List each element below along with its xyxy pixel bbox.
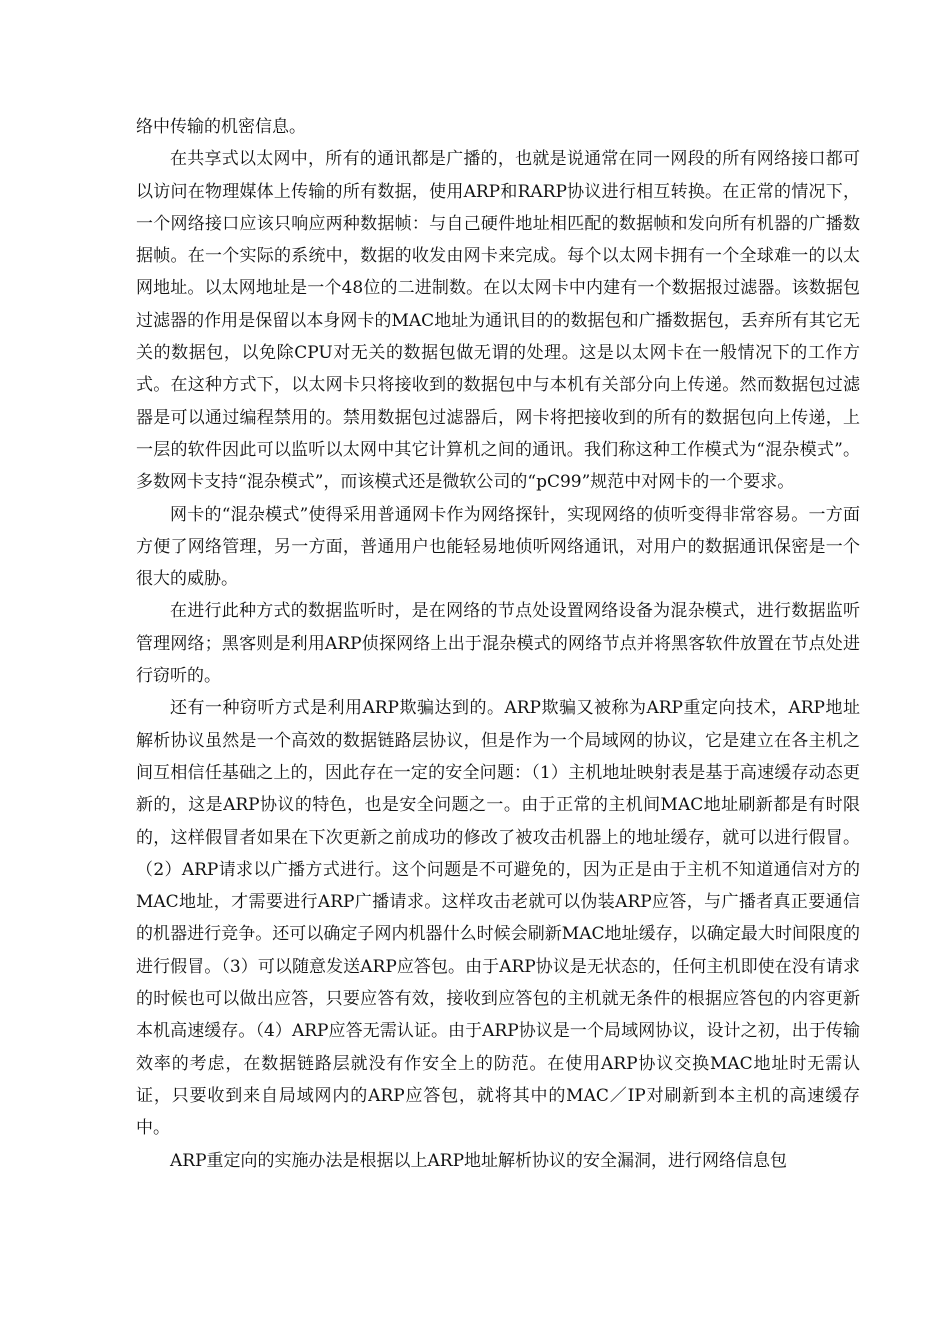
paragraph-promiscuous-mode: 网卡的“混杂模式”使得采用普通网卡作为网络探针，实现网络的侦听变得非常容易。一方面方便了网络管理，另一方面，普通用户也能轻易地侦听网络通讯，对用户的数据通讯保密是一个很大的威胁。 [136,504,860,590]
paragraph-shared-ethernet: 在共享式以太网中，所有的通讯都是广播的，也就是说通常在同一网段的所有网络接口都可以访问在物理媒体上传输的所有数据，使用ARP和RARP协议进行相互转换。在正常的情况下，一个网络接口应该只响应两种数据帧：与自己硬件地址相匹配的数据帧和发向所有机器的广播数据帧。在一个实际的系统中，数据的收发由网卡来完成。每个以太网卡拥有一个全球难一的以太网地址。以太网地址是一个48位的二进制数。在以太网卡中内建有一个数据报过滤器。该数据包过滤器的作用是保留以本身网卡的MAC地址为通讯目的的数据包和广播数据包，丢弃所有其它无关的数据包，以免除CPU对无关的数据包做无谓的处理。这是以太网卡在一般情况下的工作方式。在这种方式下，以太网卡只将接收到的数据包中与本机有关部分向上传递。然而数据包过滤器是可以通过编程禁用的。禁用数据包过滤器后，网卡将把接收到的所有的数据包向上传递，上一层的软件因此可以监听以太网中其它计算机之间的通讯。我们称这种工作模式为“混杂模式”。多数网卡支持“混杂模式”，而该模式还是微软公司的“pC99”规范中对网卡的一个要求。 [136,149,860,493]
document-body [136,111,860,1177]
paragraph-arp-spoofing: 还有一种窃听方式是利用ARP欺骗达到的。ARP欺骗又被称为ARP重定向技术，ARP地址解析协议虽然是一个高效的数据链路层协议，但是作为一个局域网的协议，它是建立在各主机之间互相信任基础之上的，因此存在一定的安全问题：（1）主机地址映射表是基于高速缓存动态更新的，这是ARP协议的特色，也是安全问题之一。由于正常的主机间MAC地址刷新都是有时限的，这样假冒者如果在下次更新之前成功的修改了被攻击机器上的地址缓存，就可以进行假冒。（2）ARP请求以广播方式进行。这个问题是不可避免的，因为正是由于主机不知道通信对方的MAC地址，才需要进行ARP广播请求。这样攻击老就可以伪装ARP应答，与广播者真正要通信的机器进行竞争。还可以确定子网内机器什么时候会刷新MAC地址缓存，以确定最大时间限度的进行假冒。（3）可以随意发送ARP应答包。由于ARP协议是无状态的，任何主机即使在没有请求的时候也可以做出应答，只要应答有效，接收到应答包的主机就无条件的根据应答包的内容更新本机高速缓存。（4）ARP应答无需认证。由于ARP协议是一个局域网协议，设计之初，出于传输效率的考虑，在数据链路层就没有作安全上的防范。在使用ARP协议交换MAC地址时无需认证，只要收到来自局域网内的ARP应答包，就将其中的MAC／IP对刷新到本主机的高速缓存中。 [136,698,860,1139]
paragraph-arp-redirect: ARP重定向的实施办法是根据以上ARP地址解析协议的安全漏洞，进行网络信息包 [170,1150,788,1171]
paragraph-continuation: 络中传输的机密信息。 [136,117,306,137]
paragraph-monitoring: 在进行此种方式的数据监听时，是在网络的节点处设置网络设备为混杂模式，进行数据监听管理网络；黑客则是利用ARP侦探网络上出于混杂模式的网络节点并将黑客软件放置在节点处进行窃听的。 [136,601,860,687]
